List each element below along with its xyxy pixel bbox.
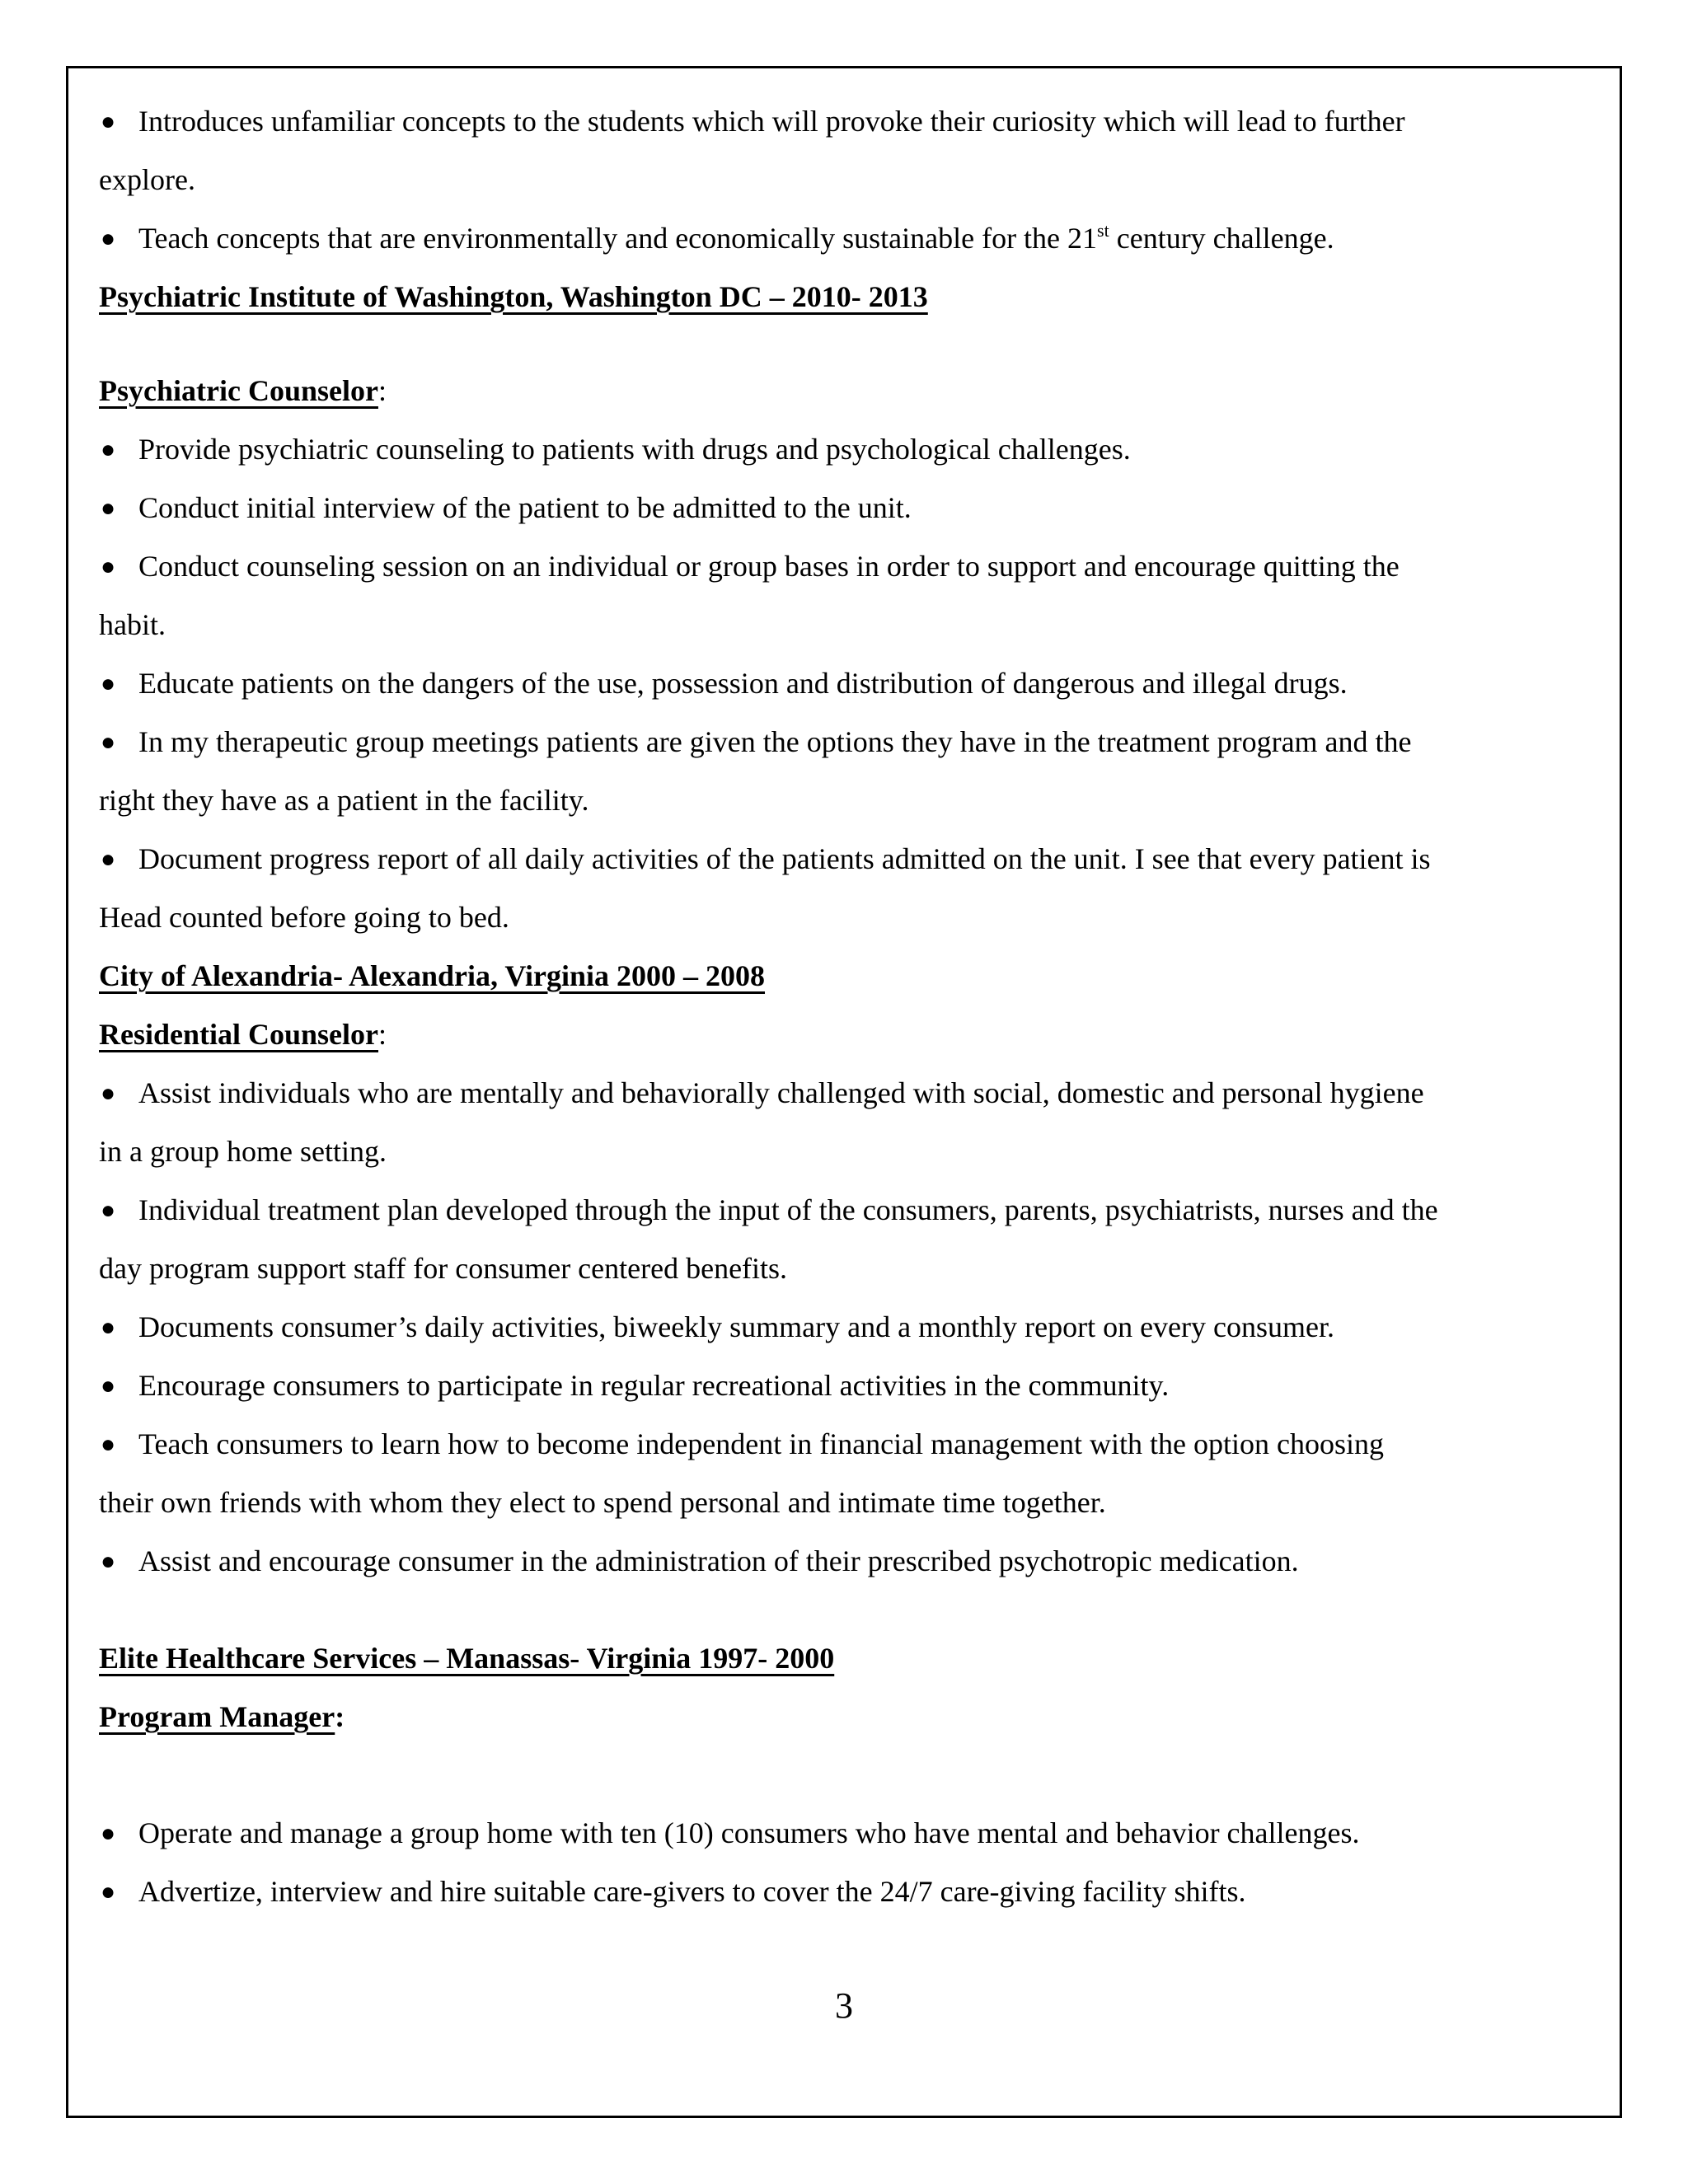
bullet-text: Provide psychiatric counseling to patients with drugs and psychological challenges. (138, 433, 1131, 466)
bullet-continuation: day program support staff for consumer centered benefits. (99, 1252, 788, 1285)
bullet-item (99, 1181, 1591, 1240)
bullet-continuation: habit. (99, 608, 166, 641)
bullet-text: In my therapeutic group meetings patients are given the options they have in the treatment program and the (138, 725, 1412, 758)
bullet-item (99, 1064, 1591, 1122)
bullet-text: Educate patients on the dangers of the use, possession and distribution of dangerous and illegal drugs. (138, 667, 1348, 700)
bullet-text: Conduct counseling session on an individual or group bases in order to support and encourage quitting the (138, 550, 1400, 583)
bullet-item (99, 92, 1591, 151)
bullet-text: Teach consumers to learn how to become independent in financial management with the option choosing (138, 1427, 1385, 1460)
bullet-item (99, 537, 1591, 596)
bullet-icon: ● (101, 670, 116, 697)
bullet-icon: ● (101, 1080, 116, 1107)
employer-heading: Psychiatric Institute of Washington, Washington DC – 2010- 2013 (99, 280, 928, 313)
bullet-icon: ● (101, 846, 116, 873)
bullet-icon: ● (101, 1878, 116, 1905)
bullet-item (99, 654, 1591, 713)
bullet-text: Individual treatment plan developed through the input of the consumers, parents, psychiatrists, nurses and the (138, 1193, 1438, 1226)
bullet-icon: ● (101, 436, 116, 463)
bullet-item (99, 1415, 1591, 1474)
bullet-continuation: their own friends with whom they elect to spend personal and intimate time together. (99, 1486, 1106, 1519)
bullet-icon: ● (101, 494, 116, 522)
resume-page-content (99, 92, 1591, 1921)
bullet-item (99, 1532, 1591, 1591)
bullet-item (99, 713, 1591, 771)
bullet-text: Introduces unfamiliar concepts to the students which will provoke their curiosity which will lead to further (138, 105, 1405, 138)
bullet-continuation: right they have as a patient in the facility. (99, 784, 589, 817)
bullet-item (99, 479, 1591, 537)
job-title: Psychiatric Counselor: (99, 374, 387, 407)
bullet-text: Assist and encourage consumer in the administration of their prescribed psychotropic medication. (138, 1544, 1299, 1577)
bullet-item (99, 830, 1591, 888)
bullet-continuation: Head counted before going to bed. (99, 901, 509, 934)
bullet-icon: ● (101, 1197, 116, 1224)
employer-heading: City of Alexandria- Alexandria, Virginia 2000 – 2008 (99, 959, 766, 992)
bullet-icon: ● (101, 553, 116, 580)
bullet-icon: ● (101, 729, 116, 756)
bullet-icon: ● (101, 1372, 116, 1399)
bullet-icon: ● (101, 1548, 116, 1575)
bullet-icon: ● (101, 225, 116, 252)
spacer (99, 326, 1591, 362)
bullet-text: Encourage consumers to participate in regular recreational activities in the community. (138, 1369, 1170, 1402)
bullet-text: Document progress report of all daily activities of the patients admitted on the unit. I see that every patient is (138, 842, 1431, 875)
bullet-text: Operate and manage a group home with ten (10) consumers who have mental and behavior challenges. (138, 1816, 1360, 1849)
bullet-text: Documents consumer’s daily activities, biweekly summary and a monthly report on every consumer. (138, 1310, 1334, 1343)
bullet-continuation: explore. (99, 163, 195, 196)
bullet-icon: ● (101, 1820, 116, 1847)
bullet-icon: ● (101, 1431, 116, 1458)
employer-heading: Elite Healthcare Services – Manassas- Virginia 1997- 2000 (99, 1642, 835, 1675)
bullet-item (99, 209, 1591, 268)
bullet-text: Advertize, interview and hire suitable care-givers to cover the 24/7 care-giving facility shifts. (138, 1875, 1246, 1908)
spacer (99, 1746, 1591, 1804)
bullet-icon: ● (101, 108, 116, 135)
superscript: st (1097, 220, 1109, 241)
page-number: 3 (835, 1985, 853, 2026)
bullet-item (99, 420, 1591, 479)
job-title: Program Manager: (99, 1700, 345, 1733)
bullet-text: Teach concepts that are environmentally and economically sustainable for the 21st century challenge. (138, 220, 1334, 255)
bullet-text: Conduct initial interview of the patient to be admitted to the unit. (138, 491, 912, 524)
bullet-text: Assist individuals who are mentally and behaviorally challenged with social, domestic and personal hygiene (138, 1076, 1424, 1109)
bullet-continuation: in a group home setting. (99, 1135, 387, 1168)
bullet-item (99, 1863, 1591, 1921)
bullet-item (99, 1357, 1591, 1415)
spacer (99, 1591, 1591, 1629)
job-title: Residential Counselor: (99, 1018, 387, 1051)
bullet-item (99, 1804, 1591, 1863)
bullet-icon: ● (101, 1314, 116, 1341)
bullet-item (99, 1298, 1591, 1357)
